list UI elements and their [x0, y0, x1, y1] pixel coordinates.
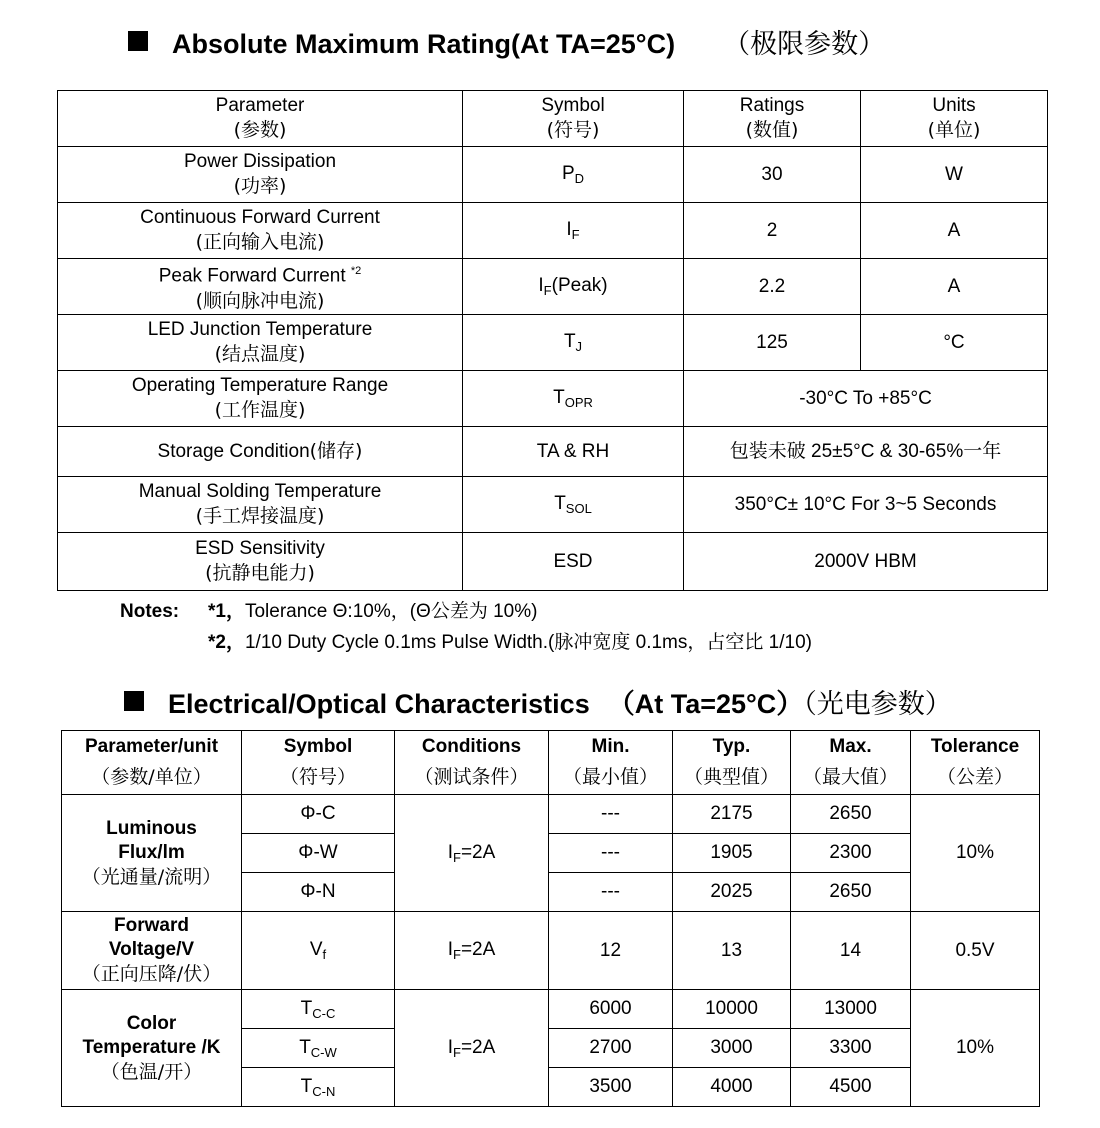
section-title-cn: （极限参数）: [723, 29, 886, 60]
symbol-cell: $I_F$: [463, 203, 684, 259]
min-cell: 6000: [549, 990, 673, 1029]
max-cell: 4500: [791, 1068, 911, 1107]
rating-cell: 2: [684, 203, 861, 259]
min-cell: 12: [549, 912, 673, 990]
table-row: [58, 533, 1048, 591]
param-cell: ESD Sensitivity (抗静电能力): [58, 533, 463, 591]
header-cell: Symbol （符号）: [242, 731, 395, 795]
symbol-cell: $T_{C-W}$: [242, 1029, 395, 1068]
table-row: [58, 203, 1048, 259]
table-row: [58, 147, 1048, 203]
rating-cell: 30: [684, 147, 861, 203]
min-cell: ---: [549, 795, 673, 834]
symbol-cell: $P_D$: [463, 147, 684, 203]
max-cell: 2650: [791, 795, 911, 834]
header-cell: Ratings (数值): [684, 91, 861, 147]
table-row: [58, 315, 1048, 371]
rating-cell: 2.2: [684, 259, 861, 315]
typ-cell: 2175: [673, 795, 791, 834]
header-cell: Min. （最小值）: [549, 731, 673, 795]
header-cell: Units (单位): [861, 91, 1048, 147]
param-cell: Continuous Forward Current (正向输入电流): [58, 203, 463, 259]
section-title-electrical-optical: [124, 682, 952, 721]
header-cell: Max. （最大值）: [791, 731, 911, 795]
notes-block: [120, 596, 812, 658]
value-cell: -30°C To +85°C: [684, 371, 1048, 427]
unit-cell: A: [861, 259, 1048, 315]
param-cell: Peak Forward Current $^{*2}$ (顺向脉冲电流): [58, 259, 463, 315]
header-cell: Conditions （测试条件）: [395, 731, 549, 795]
electrical-optical-table: [61, 730, 1040, 1107]
max-cell: 2300: [791, 834, 911, 873]
tolerance-cell: 10%: [911, 990, 1040, 1107]
typ-cell: 2025: [673, 873, 791, 912]
unit-cell: A: [861, 203, 1048, 259]
section-title-condition: （At Ta=25°C）: [607, 689, 804, 719]
table-header-row: [62, 731, 1040, 795]
param-cell: LED Junction Temperature (结点温度): [58, 315, 463, 371]
param-cell: Storage Condition(储存): [58, 427, 463, 477]
absolute-max-table: [57, 90, 1048, 591]
symbol-cell: $V_f$: [242, 912, 395, 990]
section-title-en: Absolute Maximum Rating(At TA=25°C): [172, 29, 676, 59]
unit-cell: °C: [861, 315, 1048, 371]
section-title-en: Electrical/Optical Characteristics: [168, 689, 590, 719]
note-2: *2，1/10 Duty Cycle 0.1ms Pulse Width.(脉冲宽度 0.1ms，占空比 1/10): [208, 632, 812, 653]
header-cell: Parameter (参数): [58, 91, 463, 147]
table-row: [62, 912, 1040, 990]
param-cell: Power Dissipation (功率): [58, 147, 463, 203]
max-cell: 3300: [791, 1029, 911, 1068]
symbol-cell: Φ-N: [242, 873, 395, 912]
param-cell-forward-voltage: Forward Voltage/V （正向压降/伏）: [62, 912, 242, 990]
symbol-cell: $T_{C-C}$: [242, 990, 395, 1029]
table-row: [62, 990, 1040, 1029]
min-cell: 2700: [549, 1029, 673, 1068]
symbol-cell: $T_{C-N}$: [242, 1068, 395, 1107]
table-row: [58, 371, 1048, 427]
section-title-absolute-max: [128, 22, 885, 61]
header-cell: Symbol (符号): [463, 91, 684, 147]
max-cell: 2650: [791, 873, 911, 912]
typ-cell: 4000: [673, 1068, 791, 1107]
symbol-cell: $I_F(Peak)$: [463, 259, 684, 315]
symbol-cell: $T_{SOL}$: [463, 477, 684, 533]
table-row: [62, 795, 1040, 834]
table-row: [58, 477, 1048, 533]
header-cell: Tolerance （公差）: [911, 731, 1040, 795]
min-cell: ---: [549, 834, 673, 873]
typ-cell: 10000: [673, 990, 791, 1029]
condition-cell: $I_F=2A$: [395, 795, 549, 912]
min-cell: 3500: [549, 1068, 673, 1107]
typ-cell: 1905: [673, 834, 791, 873]
symbol-cell: $T_J$: [463, 315, 684, 371]
value-cell: 2000V HBM: [684, 533, 1048, 591]
value-cell: 包装未破 25±5°C & 30-65%一年: [684, 427, 1048, 477]
symbol-cell: $T_{OPR}$: [463, 371, 684, 427]
tolerance-cell: 0.5V: [911, 912, 1040, 990]
typ-cell: 3000: [673, 1029, 791, 1068]
param-cell-luminous-flux: Luminous Flux/lm （光通量/流明）: [62, 795, 242, 912]
param-cell: Manual Solding Temperature (手工焊接温度): [58, 477, 463, 533]
symbol-cell: TA & RH: [463, 427, 684, 477]
header-cell: Parameter/unit （参数/单位）: [62, 731, 242, 795]
square-bullet-icon: [128, 31, 148, 51]
table-row: [58, 427, 1048, 477]
tolerance-cell: 10%: [911, 795, 1040, 912]
notes-label: Notes:: [120, 601, 180, 622]
param-cell-color-temperature: Color Temperature /K （色温/开）: [62, 990, 242, 1107]
max-cell: 14: [791, 912, 911, 990]
rating-cell: 125: [684, 315, 861, 371]
section-title-cn: （光电参数）: [803, 689, 952, 720]
unit-cell: W: [861, 147, 1048, 203]
param-cell: Operating Temperature Range (工作温度): [58, 371, 463, 427]
table-row: [58, 259, 1048, 315]
symbol-cell: Φ-C: [242, 795, 395, 834]
min-cell: ---: [549, 873, 673, 912]
square-bullet-icon: [124, 691, 144, 711]
value-cell: 350°C± 10°C For 3~5 Seconds: [684, 477, 1048, 533]
note-1: Notes: *1，Tolerance Θ:10%，(Θ公差为 10%): [120, 596, 812, 627]
condition-cell: $I_F=2A$: [395, 912, 549, 990]
typ-cell: 13: [673, 912, 791, 990]
footnote-marker: *2: [350, 265, 362, 278]
symbol-cell: ESD: [463, 533, 684, 591]
condition-cell: $I_F=2A$: [395, 990, 549, 1107]
header-cell: Typ. （典型值）: [673, 731, 791, 795]
symbol-cell: Φ-W: [242, 834, 395, 873]
table-header-row: [58, 91, 1048, 147]
max-cell: 13000: [791, 990, 911, 1029]
